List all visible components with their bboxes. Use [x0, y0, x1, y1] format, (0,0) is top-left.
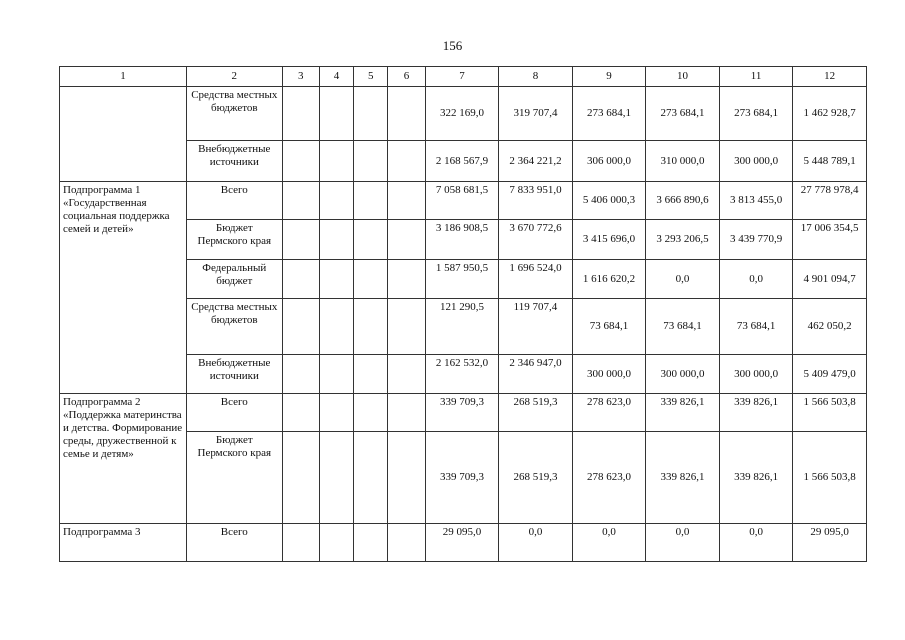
empty-cell [282, 220, 319, 260]
empty-cell [354, 355, 388, 394]
empty-cell [354, 182, 388, 220]
value-cell: 4 901 094,7 [793, 260, 867, 299]
empty-cell [354, 220, 388, 260]
value-cell: 306 000,0 [572, 141, 646, 182]
value-cell: 339 826,1 [719, 432, 793, 524]
empty-cell [388, 524, 425, 562]
empty-cell [388, 87, 425, 141]
empty-cell [388, 182, 425, 220]
program-name-cell: Подпрограмма 3 [60, 524, 187, 562]
empty-cell [282, 355, 319, 394]
empty-cell [354, 394, 388, 432]
value-cell: 29 095,0 [425, 524, 499, 562]
value-cell: 2 168 567,9 [425, 141, 499, 182]
value-cell: 5 448 789,1 [793, 141, 867, 182]
value-cell: 300 000,0 [719, 355, 793, 394]
empty-cell [319, 87, 353, 141]
value-cell: 0,0 [572, 524, 646, 562]
value-cell: 3 186 908,5 [425, 220, 499, 260]
empty-cell [319, 524, 353, 562]
empty-cell [388, 355, 425, 394]
page-number: 156 [442, 38, 463, 53]
column-header: 8 [499, 67, 573, 87]
empty-cell [388, 432, 425, 524]
column-header: 7 [425, 67, 499, 87]
value-cell: 3 813 455,0 [719, 182, 793, 220]
column-header: 6 [388, 67, 425, 87]
value-cell: 0,0 [646, 260, 720, 299]
empty-cell [388, 141, 425, 182]
value-cell: 273 684,1 [646, 87, 720, 141]
value-cell: 3 666 890,6 [646, 182, 720, 220]
empty-cell [319, 141, 353, 182]
table-row [60, 182, 867, 220]
empty-cell [388, 220, 425, 260]
value-cell: 273 684,1 [719, 87, 793, 141]
empty-cell [282, 87, 319, 141]
value-cell: 339 709,3 [425, 394, 499, 432]
value-cell: 2 162 532,0 [425, 355, 499, 394]
value-cell: 1 696 524,0 [499, 260, 573, 299]
funding-source-cell: Средства местных бюджетов [186, 299, 282, 355]
value-cell: 268 519,3 [499, 432, 573, 524]
value-cell: 462 050,2 [793, 299, 867, 355]
value-cell: 0,0 [499, 524, 573, 562]
column-header: 10 [646, 67, 720, 87]
empty-cell [319, 394, 353, 432]
empty-cell [354, 432, 388, 524]
value-cell: 319 707,4 [499, 87, 573, 141]
column-header: 9 [572, 67, 646, 87]
value-cell: 0,0 [719, 524, 793, 562]
value-cell: 2 364 221,2 [499, 141, 573, 182]
funding-source-cell: Внебюджетные источники [186, 141, 282, 182]
empty-cell [354, 524, 388, 562]
empty-cell [319, 260, 353, 299]
value-cell: 1 566 503,8 [793, 394, 867, 432]
column-header: 5 [354, 67, 388, 87]
program-name-cell: Подпрограмма 1 «Государственная социальная поддержка семей и детей» [60, 182, 187, 394]
value-cell: 322 169,0 [425, 87, 499, 141]
empty-cell [319, 182, 353, 220]
value-cell: 1 587 950,5 [425, 260, 499, 299]
value-cell: 339 826,1 [646, 394, 720, 432]
header-row [60, 67, 867, 87]
empty-cell [354, 87, 388, 141]
value-cell: 73 684,1 [719, 299, 793, 355]
table-row [60, 524, 867, 562]
value-cell: 73 684,1 [646, 299, 720, 355]
funding-source-cell: Федеральный бюджет [186, 260, 282, 299]
value-cell: 3 415 696,0 [572, 220, 646, 260]
column-header: 3 [282, 67, 319, 87]
empty-cell [282, 260, 319, 299]
column-header: 4 [319, 67, 353, 87]
program-name-cell [60, 87, 187, 182]
column-header: 2 [186, 67, 282, 87]
value-cell: 121 290,5 [425, 299, 499, 355]
value-cell: 27 778 978,4 [793, 182, 867, 220]
empty-cell [319, 432, 353, 524]
value-cell: 300 000,0 [719, 141, 793, 182]
empty-cell [354, 299, 388, 355]
empty-cell [282, 299, 319, 355]
value-cell: 73 684,1 [572, 299, 646, 355]
value-cell: 273 684,1 [572, 87, 646, 141]
funding-source-cell: Всего [186, 524, 282, 562]
value-cell: 268 519,3 [499, 394, 573, 432]
funding-source-cell: Всего [186, 394, 282, 432]
value-cell: 3 670 772,6 [499, 220, 573, 260]
value-cell: 339 826,1 [719, 394, 793, 432]
value-cell: 300 000,0 [646, 355, 720, 394]
empty-cell [319, 299, 353, 355]
value-cell: 7 058 681,5 [425, 182, 499, 220]
empty-cell [282, 182, 319, 220]
value-cell: 5 409 479,0 [793, 355, 867, 394]
empty-cell [388, 299, 425, 355]
value-cell: 278 623,0 [572, 394, 646, 432]
value-cell: 2 346 947,0 [499, 355, 573, 394]
value-cell: 1 616 620,2 [572, 260, 646, 299]
empty-cell [282, 141, 319, 182]
empty-cell [282, 394, 319, 432]
funding-table [59, 66, 867, 562]
table-row [60, 87, 867, 141]
value-cell: 3 293 206,5 [646, 220, 720, 260]
empty-cell [282, 524, 319, 562]
empty-cell [388, 260, 425, 299]
value-cell: 17 006 354,5 [793, 220, 867, 260]
empty-cell [319, 220, 353, 260]
empty-cell [354, 260, 388, 299]
value-cell: 0,0 [719, 260, 793, 299]
empty-cell [282, 432, 319, 524]
value-cell: 7 833 951,0 [499, 182, 573, 220]
funding-source-cell: Внебюджетные источники [186, 355, 282, 394]
funding-source-cell: Бюджет Пермского края [186, 220, 282, 260]
value-cell: 119 707,4 [499, 299, 573, 355]
column-header: 1 [60, 67, 187, 87]
funding-source-cell: Всего [186, 182, 282, 220]
value-cell: 1 462 928,7 [793, 87, 867, 141]
funding-source-cell: Бюджет Пермского края [186, 432, 282, 524]
table-row [60, 394, 867, 432]
empty-cell [388, 394, 425, 432]
value-cell: 339 826,1 [646, 432, 720, 524]
value-cell: 5 406 000,3 [572, 182, 646, 220]
empty-cell [354, 141, 388, 182]
column-header: 11 [719, 67, 793, 87]
empty-cell [319, 355, 353, 394]
funding-source-cell: Средства местных бюджетов [186, 87, 282, 141]
value-cell: 3 439 770,9 [719, 220, 793, 260]
program-name-cell: Подпрограмма 2 «Поддержка материнства и детства. Формирование среды, дружественной к семье и детям» [60, 394, 187, 524]
value-cell: 0,0 [646, 524, 720, 562]
value-cell: 1 566 503,8 [793, 432, 867, 524]
column-header: 12 [793, 67, 867, 87]
value-cell: 300 000,0 [572, 355, 646, 394]
value-cell: 278 623,0 [572, 432, 646, 524]
value-cell: 339 709,3 [425, 432, 499, 524]
value-cell: 310 000,0 [646, 141, 720, 182]
value-cell: 29 095,0 [793, 524, 867, 562]
